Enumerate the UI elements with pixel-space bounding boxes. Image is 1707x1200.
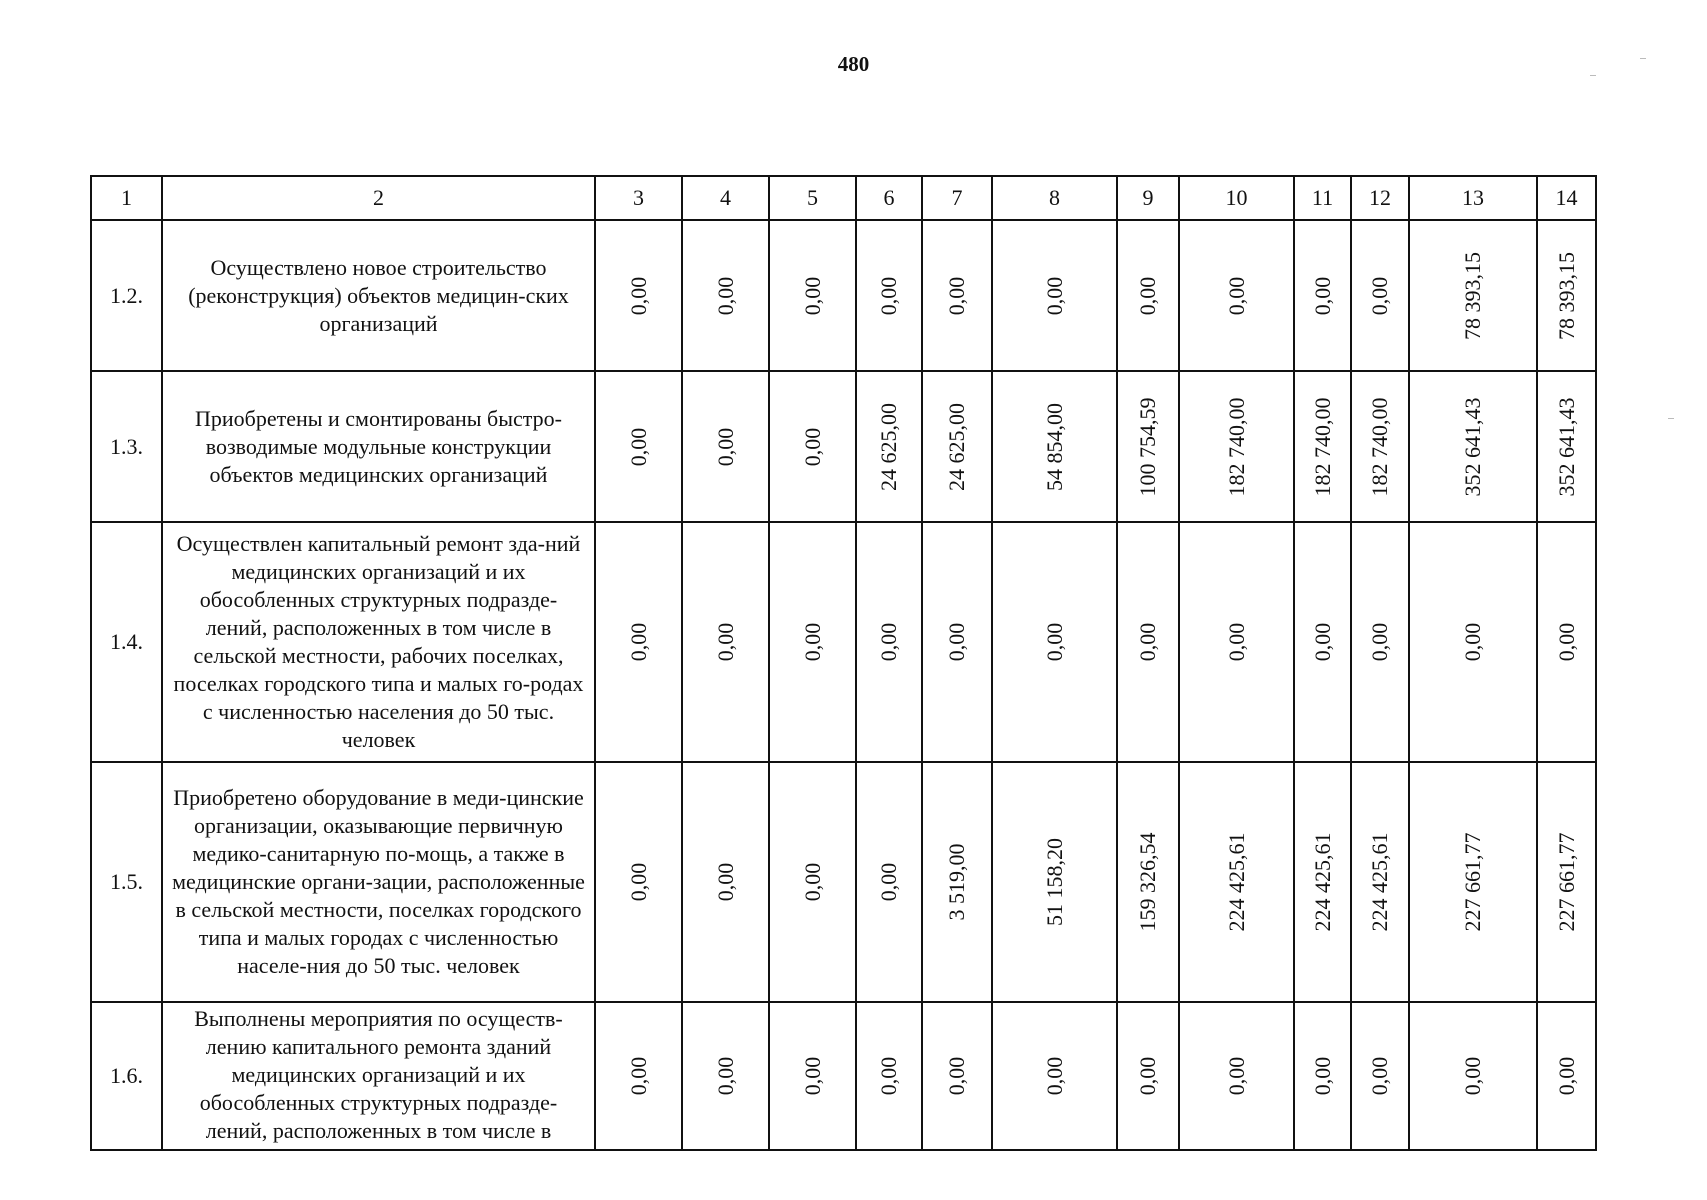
value-cell bbox=[1294, 371, 1351, 522]
value-cell bbox=[1179, 522, 1294, 762]
value-cell bbox=[1409, 220, 1537, 371]
table-row bbox=[91, 1002, 1596, 1150]
value-cell bbox=[856, 1002, 922, 1150]
value-cell bbox=[1537, 522, 1596, 762]
cell-value: 0,00 bbox=[625, 622, 651, 662]
row-description: Осуществлен капитальный ремонт зда-ний медицинских организаций и их обособленных структурных подразде-лений, расположенных в том числе в сельской местности, рабочих поселках, поселках городского типа и малых го-родах с численностью населения до 50 тыс. человек bbox=[162, 522, 595, 762]
cell-value: 0,00 bbox=[1135, 1056, 1160, 1096]
cell-value: 0,00 bbox=[799, 622, 825, 662]
cell-value: 0,00 bbox=[799, 1056, 825, 1096]
cell-value: 0,00 bbox=[1135, 622, 1160, 662]
value-cell bbox=[922, 371, 992, 522]
value-cell bbox=[595, 522, 682, 762]
value-cell bbox=[769, 762, 856, 1002]
row-description: Выполнены мероприятия по осуществ-лению капитального ремонта зданий медицинских организаций и их обособленных структурных подразде-лений, расположенных в том числе в bbox=[162, 1002, 595, 1150]
value-cell bbox=[1537, 1002, 1596, 1150]
cell-value: 78 393,15 bbox=[1460, 251, 1485, 340]
value-cell bbox=[922, 762, 992, 1002]
cell-value: 0,00 bbox=[1367, 622, 1392, 662]
value-cell bbox=[1294, 1002, 1351, 1150]
cell-value: 0,00 bbox=[1041, 1056, 1067, 1096]
value-cell bbox=[922, 220, 992, 371]
value-cell bbox=[1537, 220, 1596, 371]
column-header: 5 bbox=[769, 176, 856, 220]
cell-value: 224 425,61 bbox=[1223, 832, 1249, 932]
cell-value: 0,00 bbox=[712, 622, 738, 662]
cell-value: 0,00 bbox=[1223, 622, 1249, 662]
value-cell bbox=[856, 522, 922, 762]
cell-value: 224 425,61 bbox=[1309, 832, 1335, 932]
cell-value: 51 158,20 bbox=[1041, 838, 1067, 926]
cell-value: 0,00 bbox=[876, 622, 901, 662]
value-cell bbox=[856, 220, 922, 371]
column-header: 3 bbox=[595, 176, 682, 220]
value-cell bbox=[595, 762, 682, 1002]
cell-value: 0,00 bbox=[1135, 276, 1160, 315]
value-cell bbox=[992, 762, 1117, 1002]
row-description: Осуществлено новое строительство (реконструкция) объектов медицин-ских организаций bbox=[162, 220, 595, 371]
cell-value: 182 740,00 bbox=[1309, 397, 1335, 496]
value-cell bbox=[1409, 371, 1537, 522]
value-cell bbox=[1351, 522, 1409, 762]
value-cell bbox=[769, 220, 856, 371]
value-cell bbox=[682, 762, 769, 1002]
value-cell bbox=[1351, 371, 1409, 522]
value-cell bbox=[769, 522, 856, 762]
column-header: 13 bbox=[1409, 176, 1537, 220]
scan-speck bbox=[1640, 58, 1646, 59]
value-cell bbox=[1117, 522, 1179, 762]
cell-value: 0,00 bbox=[1041, 276, 1067, 315]
table-row bbox=[91, 220, 1596, 371]
cell-value: 0,00 bbox=[1309, 1056, 1335, 1096]
cell-value: 0,00 bbox=[712, 427, 738, 466]
cell-value: 0,00 bbox=[944, 1056, 969, 1096]
value-cell bbox=[1409, 762, 1537, 1002]
cell-value: 0,00 bbox=[1309, 622, 1335, 662]
value-cell bbox=[1117, 762, 1179, 1002]
table-row bbox=[91, 762, 1596, 1002]
column-header: 11 bbox=[1294, 176, 1351, 220]
cell-value: 182 740,00 bbox=[1367, 397, 1392, 496]
page-number: 480 bbox=[837, 52, 870, 76]
value-cell bbox=[1409, 1002, 1537, 1150]
cell-value: 0,00 bbox=[1223, 1056, 1249, 1096]
cell-value: 0,00 bbox=[944, 622, 969, 662]
cell-value: 0,00 bbox=[712, 862, 738, 902]
value-cell bbox=[1409, 522, 1537, 762]
cell-value: 224 425,61 bbox=[1367, 832, 1392, 932]
value-cell bbox=[992, 371, 1117, 522]
value-cell bbox=[1294, 522, 1351, 762]
value-cell bbox=[769, 371, 856, 522]
row-number: 1.3. bbox=[91, 371, 162, 522]
value-cell bbox=[1537, 371, 1596, 522]
column-header: 1 bbox=[91, 176, 162, 220]
value-cell bbox=[1294, 220, 1351, 371]
cell-value: 100 754,59 bbox=[1135, 397, 1160, 496]
value-cell bbox=[1294, 762, 1351, 1002]
cell-value: 0,00 bbox=[625, 427, 651, 466]
column-header: 6 bbox=[856, 176, 922, 220]
value-cell bbox=[1351, 762, 1409, 1002]
value-cell bbox=[682, 1002, 769, 1150]
row-number: 1.6. bbox=[91, 1002, 162, 1150]
value-cell bbox=[1179, 762, 1294, 1002]
cell-value: 0,00 bbox=[876, 276, 901, 315]
column-header: 9 bbox=[1117, 176, 1179, 220]
row-number: 1.2. bbox=[91, 220, 162, 371]
cell-value: 352 641,43 bbox=[1460, 397, 1485, 496]
value-cell bbox=[595, 1002, 682, 1150]
value-cell bbox=[1179, 220, 1294, 371]
value-cell bbox=[922, 1002, 992, 1150]
value-cell bbox=[1351, 220, 1409, 371]
cell-value: 78 393,15 bbox=[1553, 251, 1579, 340]
cell-value: 0,00 bbox=[1223, 276, 1249, 315]
cell-value: 0,00 bbox=[1553, 622, 1579, 662]
cell-value: 0,00 bbox=[712, 1056, 738, 1096]
cell-value: 0,00 bbox=[1309, 276, 1335, 315]
cell-value: 0,00 bbox=[1460, 622, 1485, 662]
cell-value: 352 641,43 bbox=[1553, 397, 1579, 496]
cell-value: 0,00 bbox=[1367, 276, 1392, 315]
scan-speck bbox=[1668, 418, 1674, 419]
row-number: 1.5. bbox=[91, 762, 162, 1002]
value-cell bbox=[1351, 1002, 1409, 1150]
row-description: Приобретены и смонтированы быстро-возводимые модульные конструкции объектов медицинских организаций bbox=[162, 371, 595, 522]
column-header: 8 bbox=[992, 176, 1117, 220]
cell-value: 0,00 bbox=[625, 276, 651, 315]
data-table bbox=[90, 175, 1597, 1151]
cell-value: 0,00 bbox=[876, 1056, 901, 1096]
cell-value: 159 326,54 bbox=[1135, 832, 1160, 932]
scan-speck bbox=[1590, 75, 1596, 76]
value-cell bbox=[1117, 371, 1179, 522]
cell-value: 227 661,77 bbox=[1460, 832, 1485, 932]
value-cell bbox=[922, 522, 992, 762]
cell-value: 0,00 bbox=[1553, 1056, 1579, 1096]
cell-value: 3 519,00 bbox=[944, 843, 969, 921]
column-header: 14 bbox=[1537, 176, 1596, 220]
value-cell bbox=[1179, 1002, 1294, 1150]
cell-value: 227 661,77 bbox=[1553, 832, 1579, 932]
table-row bbox=[91, 371, 1596, 522]
column-header: 7 bbox=[922, 176, 992, 220]
value-cell bbox=[769, 1002, 856, 1150]
value-cell bbox=[595, 371, 682, 522]
row-description: Приобретено оборудование в меди-цинские организации, оказывающие первичную медико-санитарную по-мощь, а также в медицинские органи-зации, расположенные в сельской местности, поселках городского типа и малых городах с численностью населе-ния до 50 тыс. человек bbox=[162, 762, 595, 1002]
cell-value: 0,00 bbox=[1460, 1056, 1485, 1096]
value-cell bbox=[682, 371, 769, 522]
cell-value: 0,00 bbox=[799, 427, 825, 466]
column-header: 2 bbox=[162, 176, 595, 220]
cell-value: 24 625,00 bbox=[876, 402, 901, 491]
table-row bbox=[91, 522, 1596, 762]
column-header: 10 bbox=[1179, 176, 1294, 220]
value-cell bbox=[682, 220, 769, 371]
cell-value: 182 740,00 bbox=[1223, 397, 1249, 496]
cell-value: 0,00 bbox=[799, 862, 825, 902]
cell-value: 0,00 bbox=[799, 276, 825, 315]
column-header: 12 bbox=[1351, 176, 1409, 220]
cell-value: 0,00 bbox=[944, 276, 969, 315]
value-cell bbox=[682, 522, 769, 762]
value-cell bbox=[856, 762, 922, 1002]
cell-value: 0,00 bbox=[712, 276, 738, 315]
value-cell bbox=[992, 522, 1117, 762]
value-cell bbox=[1179, 371, 1294, 522]
cell-value: 0,00 bbox=[876, 862, 901, 902]
value-cell bbox=[992, 1002, 1117, 1150]
value-cell bbox=[992, 220, 1117, 371]
value-cell bbox=[1117, 220, 1179, 371]
column-header: 4 bbox=[682, 176, 769, 220]
column-number-row bbox=[91, 176, 1596, 220]
cell-value: 24 625,00 bbox=[944, 402, 969, 491]
row-number: 1.4. bbox=[91, 522, 162, 762]
value-cell bbox=[595, 220, 682, 371]
cell-value: 0,00 bbox=[625, 1056, 651, 1096]
cell-value: 54 854,00 bbox=[1041, 402, 1067, 491]
cell-value: 0,00 bbox=[625, 862, 651, 902]
value-cell bbox=[1537, 762, 1596, 1002]
cell-value: 0,00 bbox=[1367, 1056, 1392, 1096]
cell-value: 0,00 bbox=[1041, 622, 1067, 662]
value-cell bbox=[1117, 1002, 1179, 1150]
value-cell bbox=[856, 371, 922, 522]
